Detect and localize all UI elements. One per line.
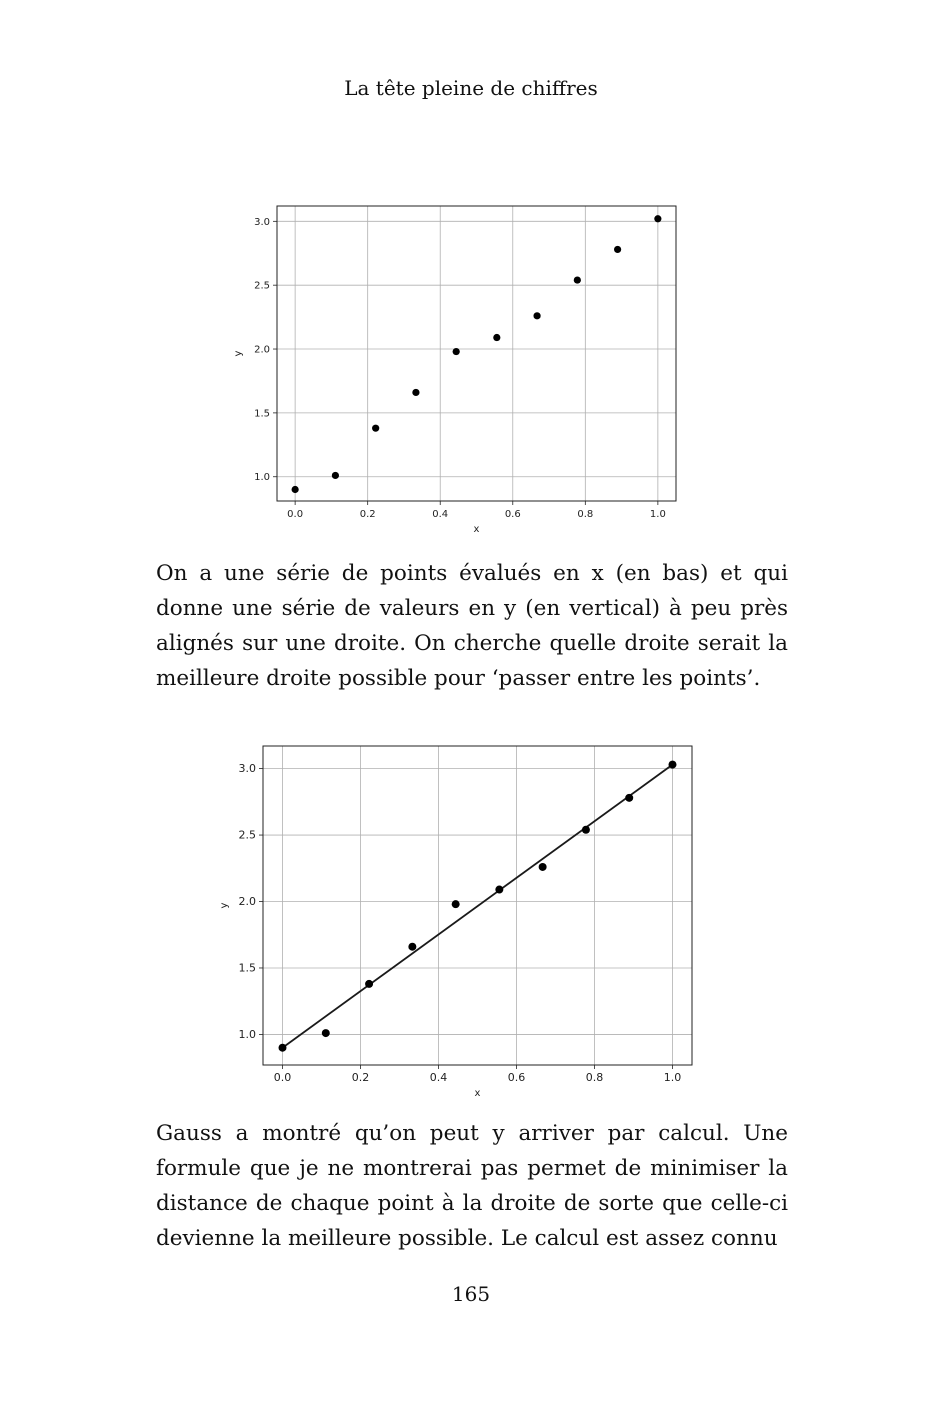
x-tick-label: 0.6 [507,1071,526,1084]
y-tick-label: 2.0 [254,344,270,356]
x-tick-label: 0.6 [504,509,521,520]
data-point [533,312,540,319]
y-tick-label: 2.0 [238,895,256,909]
x-tick-label: 0.0 [287,509,304,520]
y-axis-label: y [219,902,230,909]
x-tick-label: 0.2 [351,1071,370,1084]
data-point [279,1044,287,1052]
x-tick-label: 0.8 [577,509,594,520]
x-tick-label: 0.8 [585,1071,604,1084]
y-tick-label: 3.0 [238,762,256,776]
regression-line [283,765,673,1048]
x-tick-label: 0.0 [273,1071,292,1084]
data-point [493,334,500,341]
data-point [292,486,299,493]
data-point [408,943,416,951]
data-point [625,794,633,802]
data-point [582,826,590,834]
y-tick-label: 2.5 [254,280,270,292]
data-point [412,389,419,396]
y-axis-label: y [233,350,244,357]
y-tick-label: 1.5 [254,408,270,420]
y-tick-label: 2.5 [238,828,256,842]
y-tick-label: 3.0 [254,216,270,228]
running-header: La tête pleine de chiffres [344,76,598,100]
data-point [365,980,373,988]
page-number: 165 [451,1282,491,1306]
x-tick-label: 0.4 [432,509,449,520]
x-tick-label: 0.4 [429,1071,448,1084]
x-axis-label: x [474,1088,481,1099]
data-point [574,276,581,283]
data-point [654,215,661,222]
scatter-chart [220,195,720,540]
data-point [453,348,460,355]
regression-chart [205,735,725,1105]
data-point [452,900,460,908]
data-point [539,863,547,871]
x-tick-label: 1.0 [663,1071,682,1084]
y-tick-label: 1.0 [254,472,270,484]
data-point [332,472,339,479]
data-point [322,1029,330,1037]
x-tick-label: 0.2 [359,509,376,520]
x-axis-label: x [473,524,480,535]
x-tick-label: 1.0 [649,509,666,520]
y-tick-label: 1.0 [238,1027,256,1041]
data-point [614,246,621,253]
body-paragraph-2: Gauss a montré qu’on peut y arriver par calcul. Une formule que je ne montrerai pas permet de minimiser la distance de chaque point à la droite de sorte que celle-ci devienne la meilleure possible. Le calcul est assez connu [156,1121,788,1251]
y-tick-label: 1.5 [238,961,256,975]
data-point [372,425,379,432]
body-paragraph-1: On a une série de points évalués en x (en bas) et qui donne une série de valeurs en y (en vertical) à peu près alignés sur une droite. On cherche quelle droite serait la meilleure droite possible pour ‘passer entre les points’. [156,561,788,691]
data-point [495,886,503,894]
data-point [669,761,677,769]
